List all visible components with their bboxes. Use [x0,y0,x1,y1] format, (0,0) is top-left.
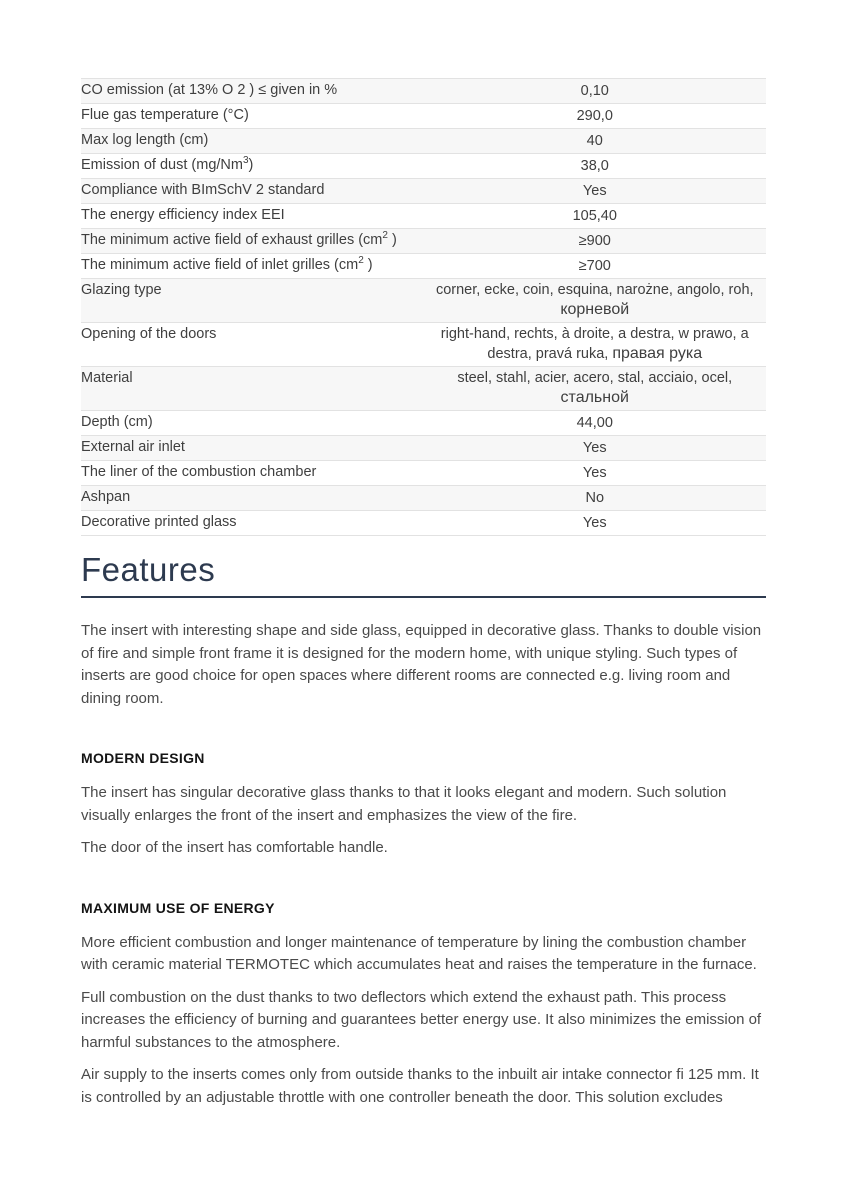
spec-value [424,154,767,179]
spec-value-text: 290,0 [576,108,613,124]
spec-value-text: No [585,490,605,506]
spec-value [424,79,767,104]
spec-value [424,104,767,129]
spec-label-text: The minimum active field of inlet grilles (cm [81,257,359,273]
spec-label [81,411,424,436]
spec-label-text: Compliance with BImSchV 2 standard [81,182,325,198]
spec-value-text: ≥900 [578,233,611,249]
spec-value-text: 0,10 [580,83,609,99]
subheading-modern-design: MODERN DESIGN [81,750,205,766]
superscript: 2 [358,255,364,267]
table-row [81,486,766,511]
spec-label [81,486,424,511]
spec-label-text: Opening of the doors [81,326,217,342]
table-row [81,154,766,179]
spec-label-text: Flue gas temperature (°C) [81,107,249,123]
spec-value-text: 38,0 [580,158,609,174]
spec-label-text: The minimum active field of exhaust grilles (cm [81,232,383,248]
spec-label [81,367,424,411]
spec-value [424,436,767,461]
spec-label-end: ) [248,157,254,173]
spec-label-text: CO emission (at 13% O 2 ) ≤ given in % [81,82,338,98]
spec-label-text: Glazing type [81,282,162,298]
spec-value [424,254,767,279]
table-row [81,367,766,411]
table-row [81,229,766,254]
table-row [81,461,766,486]
table-row [81,129,766,154]
table-row [81,79,766,104]
spec-value-cyrillic-text: правая рука [612,345,703,362]
spec-label-text: Ashpan [81,489,131,505]
spec-label-end: ) [363,257,373,273]
spec-value [424,367,767,411]
spec-value-text: ≥700 [578,258,611,274]
spec-label [81,154,424,179]
spec-label-text: The liner of the combustion chamber [81,464,317,480]
spec-value-text: Yes [582,183,607,199]
spec-label [81,436,424,461]
table-row [81,279,766,323]
spec-label [81,323,424,367]
spec-label-text: Decorative printed glass [81,514,237,530]
spec-value-text: 40 [586,133,603,149]
spec-label [81,79,424,104]
spec-value [424,129,767,154]
spec-value [424,511,767,536]
spec-value-text: 105,40 [572,208,617,224]
section-divider [81,596,766,598]
spec-value-text: Yes [582,515,607,531]
spec-label [81,229,424,254]
superscript: 2 [382,230,388,242]
spec-label [81,511,424,536]
spec-value [424,279,767,323]
spec-value-text: right-hand, rechts, à droite, a destra, w prawo, a destra, pravá ruka, [440,326,749,362]
spec-table-body [81,79,766,536]
spec-value-cyrillic-text: корневой [560,301,630,318]
features-heading: Features [81,551,216,588]
spec-label-text: External air inlet [81,439,185,455]
spec-value-text: Yes [582,465,607,481]
spec-label-text: Depth (cm) [81,414,153,430]
spec-value [424,486,767,511]
table-row [81,179,766,204]
table-row [81,204,766,229]
spec-label [81,129,424,154]
subheading-maximum-use-of-energy: MAXIMUM USE OF ENERGY [81,899,275,916]
spec-value-text: 44,00 [576,415,613,431]
table-row [81,104,766,129]
spec-label [81,254,424,279]
spec-label [81,179,424,204]
table-row [81,254,766,279]
spec-value [424,204,767,229]
table-row [81,411,766,436]
spec-value-text: steel, stahl, acier, acero, stal, acciaio, ocel, [457,370,733,386]
spec-value-text: corner, ecke, coin, esquina, narożne, angolo, roh, [435,282,754,298]
spec-label-text: Material [81,370,133,386]
table-row [81,436,766,461]
paragraph-energy-1: More efficient combustion and longer maintenance of temperature by lining the combustion chamber with ceramic material TERMOTEC which accumulates heat and raises the temperature in the furnace. [81,933,757,973]
spec-label [81,104,424,129]
table-row [81,323,766,367]
spec-value [424,323,767,367]
spec-value-cyrillic-text: стальной [560,389,629,406]
spec-label [81,279,424,323]
spec-value [424,411,767,436]
superscript: 3 [242,155,249,167]
spec-table [81,78,766,536]
spec-value-text: Yes [582,440,607,456]
spec-label-text: The energy efficiency index EEI [81,207,285,223]
paragraph-modern-design-1: The insert has singular decorative glass thanks to that it looks elegant and modern. Such solution visually enlarges the front of the insert and emphasizes the view of the fire. [81,784,727,824]
spec-label [81,204,424,229]
document-content [81,0,766,1109]
spec-value [424,179,767,204]
paragraph-modern-design-2: The door of the insert has comfortable handle. [81,839,388,856]
spec-value [424,229,767,254]
spec-value [424,461,767,486]
spec-label [81,461,424,486]
features-intro-paragraph: The insert with interesting shape and side glass, equipped in decorative glass. Thanks to double vision of fire and simple front frame it is designed for the modern home, with unique styling. Such types of inserts are good choice for open spaces where different rooms are connected e.g. living room and dining room. [81,622,762,707]
spec-label-end: ) [387,232,397,248]
spec-label-text: Max log length (cm) [81,132,209,148]
spec-label-text: Emission of dust (mg/Nm [81,157,243,173]
paragraph-energy-2: Full combustion on the dust thanks to two deflectors which extend the exhaust path. This process increases the efficiency of burning and guarantees better energy use. It also minimizes the emission of harmful substances to the atmosphere. [81,988,762,1051]
paragraph-energy-3: Air supply to the inserts comes only from outside thanks to the inbuilt air intake connector fi 125 mm. It is controlled by an adjustable throttle with one controller beneath the door. This solution excludes [81,1066,759,1106]
table-row [81,511,766,536]
